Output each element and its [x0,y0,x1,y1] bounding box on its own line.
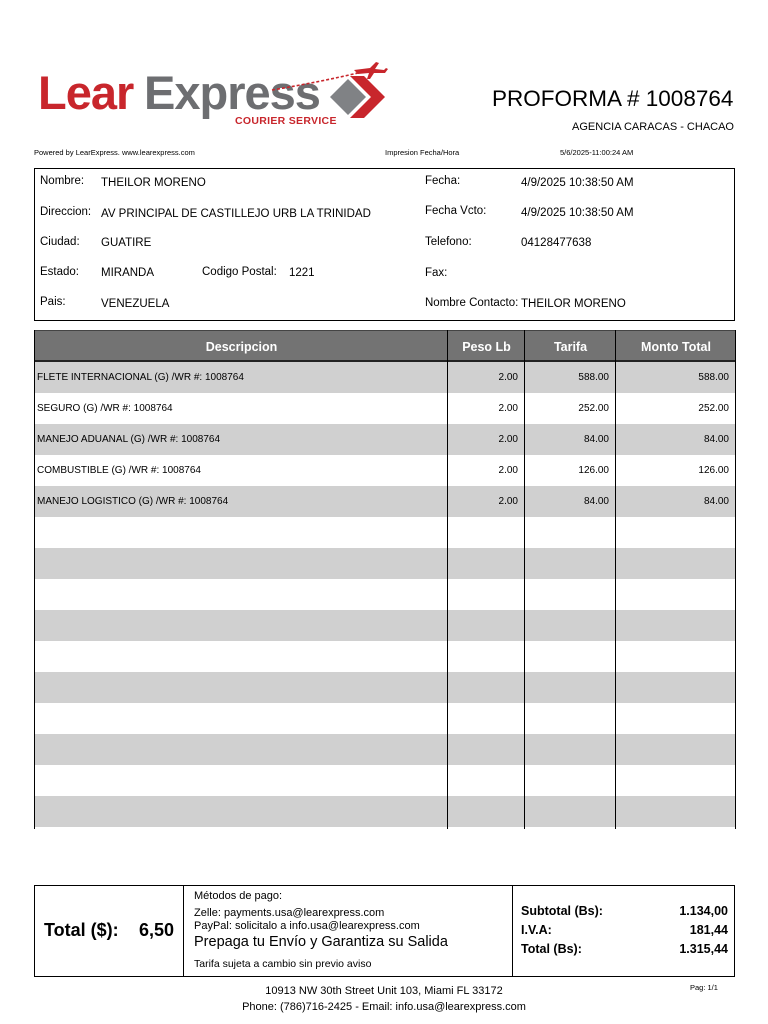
estado-value: MIRANDA [101,267,155,279]
table-cell: 84.00 [583,434,609,445]
col-monto: Monto Total [641,340,711,354]
table-row [34,579,736,610]
table-row [34,424,736,455]
fecha-vcto-value: 4/9/2025 10:38:50 AM [521,207,634,219]
table-cell: 588.00 [578,372,609,383]
proforma-title: PROFORMA # 1008764 [492,86,734,111]
fax-label: Fax: [425,267,448,279]
codigo-postal-label: Codigo Postal: [202,266,277,278]
table-row [34,672,736,703]
table-cell: 2.00 [498,434,518,445]
table-row [34,641,736,672]
table-cell: 252.00 [698,403,729,414]
table-cell: FLETE INTERNACIONAL (G) /WR #: 1008764 [37,372,244,383]
total-bs-value: 1.315,44 [679,942,728,956]
table-cell: 588.00 [698,372,729,383]
company-logo [38,60,398,130]
ciudad-label: Ciudad: [40,236,80,248]
fecha-label: Fecha: [425,175,461,187]
table-cell: 2.00 [498,372,518,383]
table-divider-tarifa [524,330,525,829]
table-cell: 126.00 [698,465,729,476]
fecha-value: 4/9/2025 10:38:50 AM [521,177,634,189]
totals-divider-right [512,886,513,976]
table-cell: SEGURO (G) /WR #: 1008764 [37,403,173,414]
iva-value: 181,44 [689,923,728,937]
totals-box [34,885,735,977]
print-date-label: Impresion Fecha/Hora [385,148,460,157]
table-row [34,486,736,517]
table-cell: COMBUSTIBLE (G) /WR #: 1008764 [37,465,201,476]
company-address: 10913 NW 30th Street Unit 103, Miami FL 33172 [265,985,503,997]
table-row [34,796,736,827]
pais-label: Pais: [40,296,66,308]
estado-label: Estado: [40,266,79,278]
zelle-info: Zelle: payments.usa@learexpress.com [194,907,385,919]
direccion-value: AV PRINCIPAL DE CASTILLEJO URB LA TRINIDAD [101,208,371,220]
table-divider-peso [447,330,448,829]
page-number: Pag: 1/1 [690,983,718,992]
table-cell: 2.00 [498,403,518,414]
total-usd-label: Total ($): [44,920,119,940]
table-row [34,393,736,424]
table-divider-monto [615,330,616,829]
table-cell: MANEJO LOGISTICO (G) /WR #: 1008764 [37,496,229,507]
table-row [34,734,736,765]
payment-methods-title: Métodos de pago: [194,890,283,902]
table-row [34,548,736,579]
telefono-value: 04128477638 [521,237,592,249]
logo-diamond-icon [328,74,386,120]
disclaimer: Tarifa sujeta a cambio sin previo aviso [194,958,372,970]
fecha-vcto-label: Fecha Vcto: [425,205,487,217]
table-cell: 2.00 [498,465,518,476]
col-tarifa: Tarifa [553,340,588,354]
contacto-label: Nombre Contacto: [425,297,519,309]
total-bs-label: Total (Bs): [521,942,582,956]
table-cell: 84.00 [583,496,609,507]
subtotal-label: Subtotal (Bs): [521,904,603,918]
table-cell: 126.00 [578,465,609,476]
col-descripcion: Descripcion [205,340,278,354]
table-header [34,330,736,362]
telefono-label: Telefono: [425,236,472,248]
logo-subtitle: COURIER SERVICE [235,115,337,127]
table-cell: 252.00 [578,403,609,414]
total-usd-value: 6,50 [139,920,175,940]
contacto-value: THEILOR MORENO [521,298,626,310]
paypal-info: PayPal: solicitalo a info.usa@learexpress.com [194,920,420,932]
table-row [34,703,736,734]
table-border-left [34,330,35,829]
customer-info-box [34,168,735,321]
slogan: Prepaga tu Envío y Garantiza su Salida [194,934,448,950]
ciudad-value: GUATIRE [101,237,152,249]
table-row [34,610,736,641]
print-date-value: 5/6/2025-11:00:24 AM [560,148,634,157]
agency-name: AGENCIA CARACAS - CHACAO [572,121,734,133]
powered-by: Powered by LearExpress. www.learexpress.com [34,148,195,157]
table-row [34,765,736,796]
subtotal-value: 1.134,00 [679,904,728,918]
iva-label: I.V.A: [521,923,552,937]
table-row [34,362,736,393]
direccion-label: Direccion: [40,206,92,218]
table-row [34,517,736,548]
logo-text-lear: Lear [38,66,134,119]
nombre-label: Nombre: [40,175,85,187]
table-row [34,455,736,486]
codigo-postal-value: 1221 [289,267,315,279]
items-table [34,330,736,829]
pais-value: VENEZUELA [101,298,170,310]
table-cell: MANEJO ADUANAL (G) /WR #: 1008764 [37,434,221,445]
company-contact: Phone: (786)716-2425 - Email: info.usa@learexpress.com [242,1001,526,1013]
logo-text-express: Express [144,66,320,119]
table-cell: 84.00 [703,434,729,445]
table-border-right [735,330,736,829]
totals-divider-left [183,886,184,976]
col-peso: Peso Lb [462,340,511,354]
table-cell: 2.00 [498,496,518,507]
table-cell: 84.00 [703,496,729,507]
nombre-value: THEILOR MORENO [101,177,206,189]
